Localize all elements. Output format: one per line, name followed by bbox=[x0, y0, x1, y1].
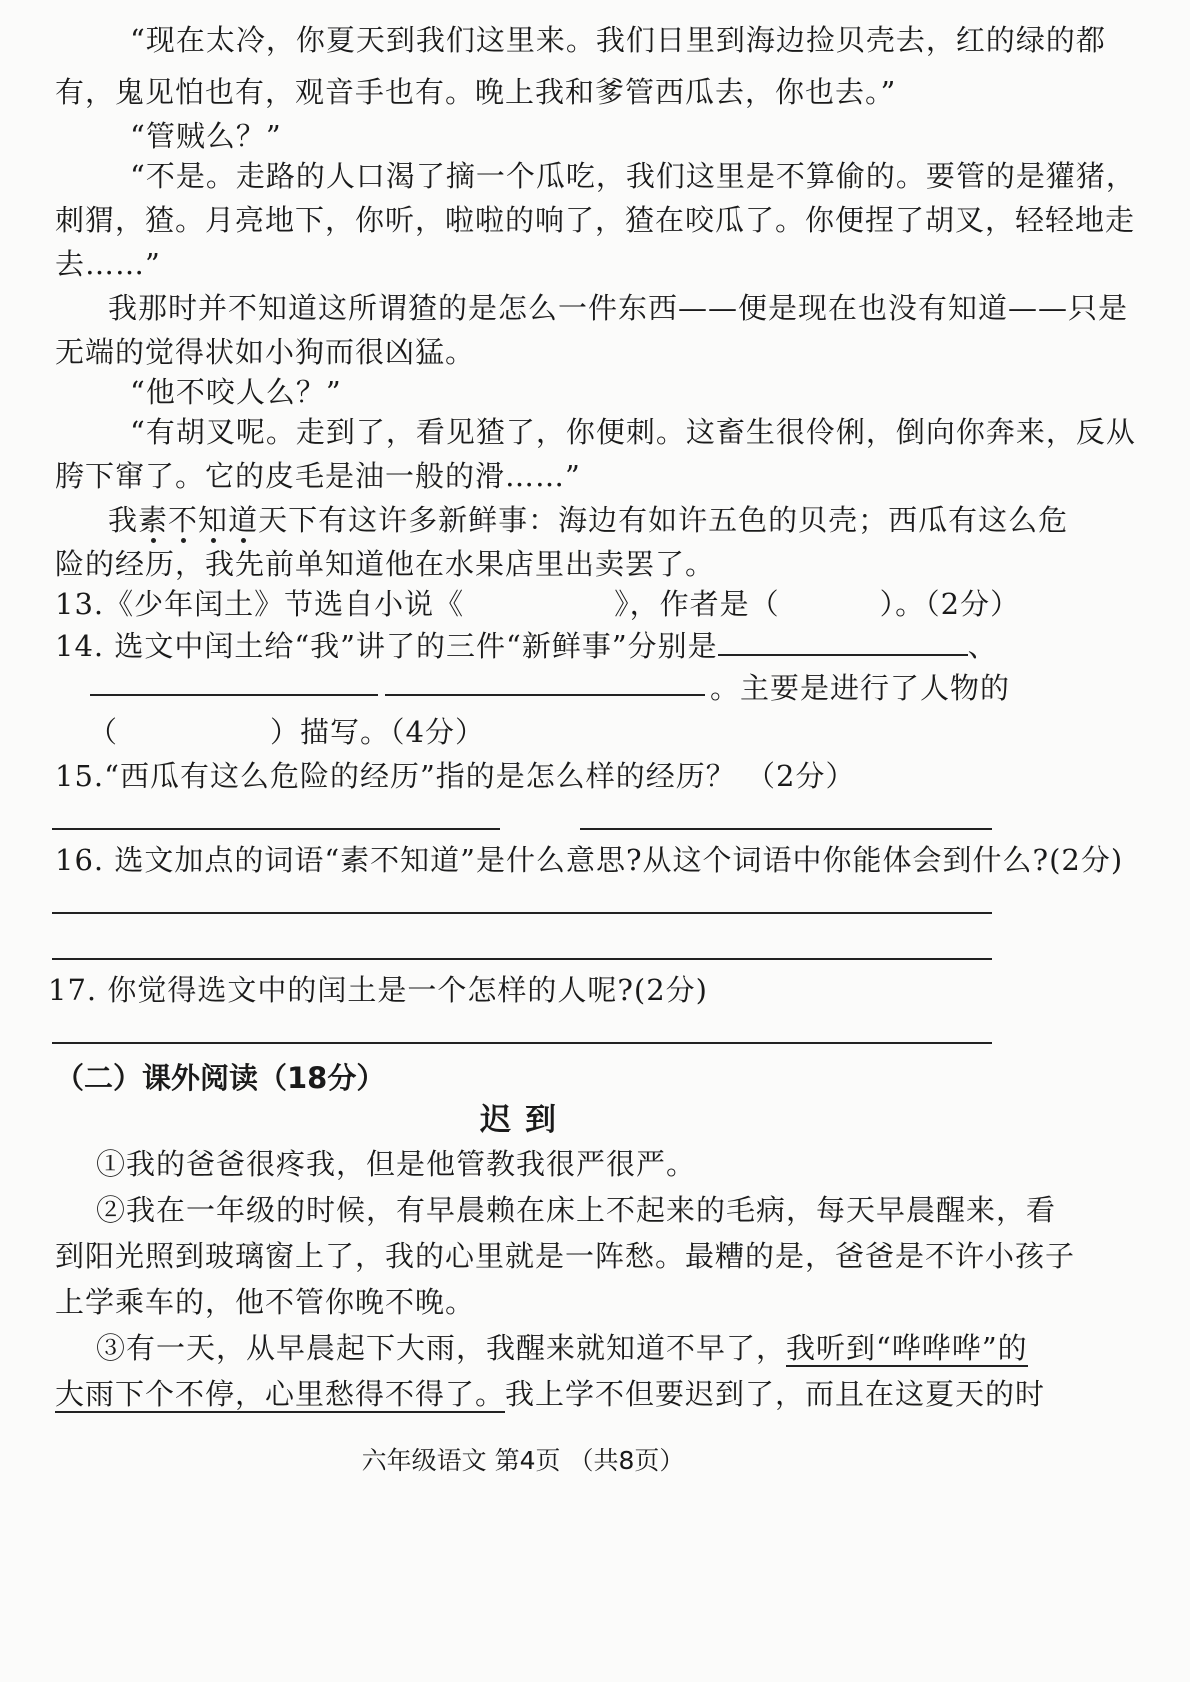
dotted-char: 不 bbox=[168, 503, 199, 537]
question-14-tail: ）描写。（4分） bbox=[270, 715, 485, 749]
passage-line: 有，鬼见怕也有，观音手也有。晚上我和爹管西瓜去，你也去。” bbox=[55, 75, 897, 109]
answer-line[interactable] bbox=[52, 958, 992, 960]
passage-line: “他不咬人么？” bbox=[130, 375, 342, 409]
article-title: 迟到 bbox=[480, 1102, 570, 1138]
article-paragraph bbox=[55, 1374, 1070, 1414]
answer-line[interactable] bbox=[580, 828, 992, 830]
text: 》，作者是（ bbox=[614, 587, 780, 621]
text: 我上学不但要迟到了，而且在这夏天的时 bbox=[505, 1377, 1046, 1411]
question-17: 17. 你觉得选文中的闰土是一个怎样的人呢?(2分) bbox=[48, 973, 708, 1007]
dotted-char: 知 bbox=[198, 503, 229, 537]
text: 我 bbox=[108, 503, 139, 537]
paren-open: （ bbox=[88, 715, 119, 749]
passage-line: “不是。走路的人口渴了摘一个瓜吃，我们这里是不算偷的。要管的是獾猪， bbox=[130, 159, 1136, 193]
passage-line: 去……” bbox=[55, 247, 161, 281]
question-16: 16. 选文加点的词语“素不知道”是什么意思?从这个词语中你能体会到什么?(2分) bbox=[55, 843, 1124, 877]
underlined-text: 大雨下个不停，心里愁得不得了。 bbox=[55, 1377, 506, 1411]
passage-line: “有胡叉呢。走到了，看见猹了，你便刺。这畜生很伶俐，倒向你奔来，反从 bbox=[130, 415, 1136, 449]
article-paragraph: ②我在一年级的时候，有早晨赖在床上不起来的毛病，每天早晨醒来，看 bbox=[96, 1193, 1057, 1227]
passage-line: 无端的觉得状如小狗而很凶猛。 bbox=[55, 335, 476, 369]
dotted-char: 素 bbox=[138, 503, 169, 537]
page-footer: 六年级语文 第4页 （共8页） bbox=[361, 1446, 685, 1475]
text: 14. 选文中闰土给“我”讲了的三件“新鲜事”分别是 bbox=[55, 629, 718, 663]
question-14-cont: 。主要是进行了人物的 bbox=[710, 671, 1011, 705]
text: 13.《少年闰土》节选自小说《 bbox=[55, 587, 465, 621]
dotted-char: 道 bbox=[228, 503, 259, 537]
blank-event-1[interactable] bbox=[718, 626, 968, 656]
passage-line: 胯下窜了。它的皮毛是油一般的滑……” bbox=[55, 459, 581, 493]
passage-line: 我那时并不知道这所谓猹的是怎么一件东西——便是现在也没有知道——只是 bbox=[108, 291, 1129, 325]
section-heading: （二）课外阅读（18分） bbox=[55, 1061, 386, 1095]
blank-event-3[interactable] bbox=[385, 694, 705, 696]
article-paragraph: ①我的爸爸很疼我，但是他管教我很严很严。 bbox=[96, 1147, 697, 1181]
text: ③有一天，从早晨起下大雨，我醒来就知道不早了， bbox=[96, 1331, 787, 1365]
passage-line: 险的经历，我先前单知道他在水果店里出卖罢了。 bbox=[55, 547, 716, 581]
passage-line: “管贼么？” bbox=[130, 119, 282, 153]
answer-line[interactable] bbox=[52, 1042, 992, 1044]
question-15: 15.“西瓜有这么危险的经历”指的是怎么样的经历？ （2分） bbox=[55, 759, 856, 793]
article-paragraph: 到阳光照到玻璃窗上了，我的心里就是一阵愁。最糟的是，爸爸是不许小孩子 bbox=[55, 1239, 1076, 1273]
passage-line: 刺猬，猹。月亮地下，你听，啦啦的响了，猹在咬瓜了。你便捏了胡叉，轻轻地走 bbox=[55, 203, 1136, 237]
question-13 bbox=[55, 584, 1070, 624]
article-paragraph bbox=[96, 1328, 1070, 1368]
blank-event-2[interactable] bbox=[90, 694, 378, 696]
text: 天下有这许多新鲜事：海边有如许五色的贝壳；西瓜有这么危 bbox=[258, 503, 1069, 537]
answer-line[interactable] bbox=[52, 912, 992, 914]
answer-line[interactable] bbox=[52, 828, 500, 830]
underlined-text: 我听到“哗哗哗”的 bbox=[786, 1331, 1028, 1365]
text: 、 bbox=[967, 629, 998, 663]
passage-line: “现在太冷，你夏天到我们这里来。我们日里到海边捡贝壳去，红的绿的都 bbox=[130, 23, 1106, 57]
question-14 bbox=[55, 626, 1070, 666]
article-paragraph: 上学乘车的，他不管你晚不晚。 bbox=[55, 1285, 476, 1319]
text: ）。（2分） bbox=[879, 587, 1021, 621]
passage-line-dotted bbox=[108, 500, 1070, 540]
